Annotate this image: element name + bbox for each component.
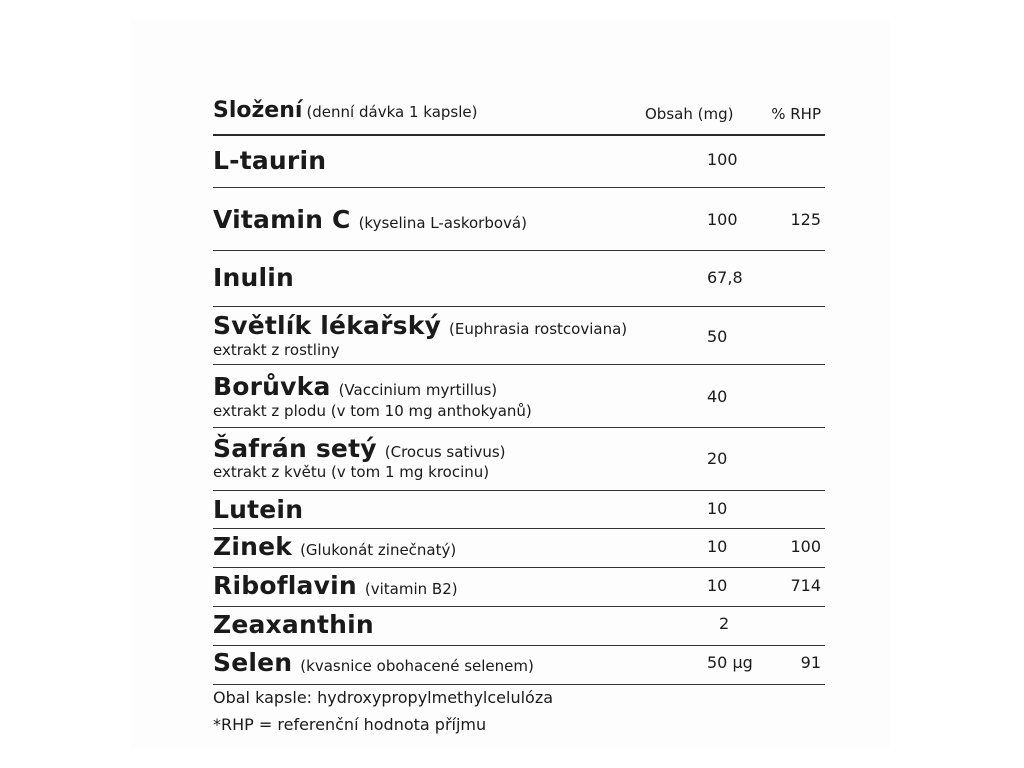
table-row — [213, 568, 825, 607]
ingredient-mg: 50 µg — [707, 653, 753, 672]
ingredient-name: Šafrán setý (Crocus sativus) — [213, 434, 506, 463]
ingredient-name: Riboflavin (vitamin B2) — [213, 571, 458, 600]
footer-notes — [213, 684, 553, 738]
ingredient-mg: 67,8 — [707, 268, 743, 287]
ingredient-name: Světlík lékařský (Euphrasia rostcoviana) — [213, 311, 628, 340]
table-row — [213, 188, 825, 251]
table-header — [213, 98, 825, 136]
ingredient-name: Lutein — [213, 495, 304, 524]
column-header-content: Obsah (mg) — [645, 105, 734, 123]
ingredient-mg: 20 — [707, 449, 728, 468]
ingredient-note: (vitamin B2) — [364, 580, 458, 598]
ingredient-mg: 100 — [707, 210, 738, 229]
ingredient-name: Borůvka (Vaccinium myrtillus) — [213, 372, 498, 401]
ingredient-rhp: 125 — [790, 210, 821, 229]
ingredient-note: (kyselina L-askorbová) — [358, 214, 527, 232]
table-row — [213, 428, 825, 491]
ingredient-mg: 10 — [707, 576, 728, 595]
ingredient-rhp: 100 — [790, 537, 821, 556]
table-title — [213, 98, 477, 123]
ingredient-rhp: 91 — [800, 653, 821, 672]
ingredient-mg: 10 — [707, 537, 728, 556]
table-row — [213, 251, 825, 307]
table-row — [213, 607, 825, 646]
ingredient-note: (Vaccinium myrtillus) — [338, 381, 498, 399]
title-subtitle: (denní dávka 1 kapsle) — [306, 103, 478, 121]
ingredient-extract: extrakt z květu (v tom 1 mg krocinu) — [213, 463, 490, 481]
capsule-note: Obal kapsle: hydroxypropylmethylcelulóza — [213, 688, 554, 707]
composition-table — [213, 98, 825, 685]
ingredient-rhp: 714 — [790, 576, 821, 595]
ingredient-name: Zeaxanthin — [213, 610, 374, 639]
table-row — [213, 136, 825, 188]
ingredient-extract: extrakt z plodu (v tom 10 mg anthokyanů) — [213, 402, 532, 420]
table-row — [213, 529, 825, 568]
ingredient-mg: 40 — [707, 387, 728, 406]
rhp-footnote: *RHP = referenční hodnota příjmu — [213, 715, 487, 734]
table-row — [213, 491, 825, 529]
ingredient-mg: 2 — [719, 614, 730, 633]
ingredient-mg: 100 — [707, 150, 738, 169]
ingredient-note: (Crocus sativus) — [384, 443, 506, 461]
ingredient-mg: 50 — [707, 327, 728, 346]
ingredient-name: Selen (kvasnice obohacené selenem) — [213, 648, 534, 677]
ingredient-mg: 10 — [707, 499, 728, 518]
column-header-rhp: % RHP — [771, 105, 821, 123]
ingredient-note: (Glukonát zinečnatý) — [300, 541, 457, 559]
ingredient-name: L-taurin — [213, 146, 327, 175]
ingredient-name: Vitamin C (kyselina L-askorbová) — [213, 205, 527, 234]
ingredient-extract: extrakt z rostliny — [213, 341, 340, 359]
ingredient-name: Inulin — [213, 263, 295, 292]
ingredient-name: Zinek (Glukonát zinečnatý) — [213, 532, 457, 561]
ingredient-note: (Euphrasia rostcoviana) — [449, 320, 628, 338]
table-row — [213, 646, 825, 685]
title-text: Složení — [213, 98, 303, 123]
table-row — [213, 307, 825, 365]
ingredient-note: (kvasnice obohacené selenem) — [300, 657, 534, 675]
table-row — [213, 365, 825, 428]
